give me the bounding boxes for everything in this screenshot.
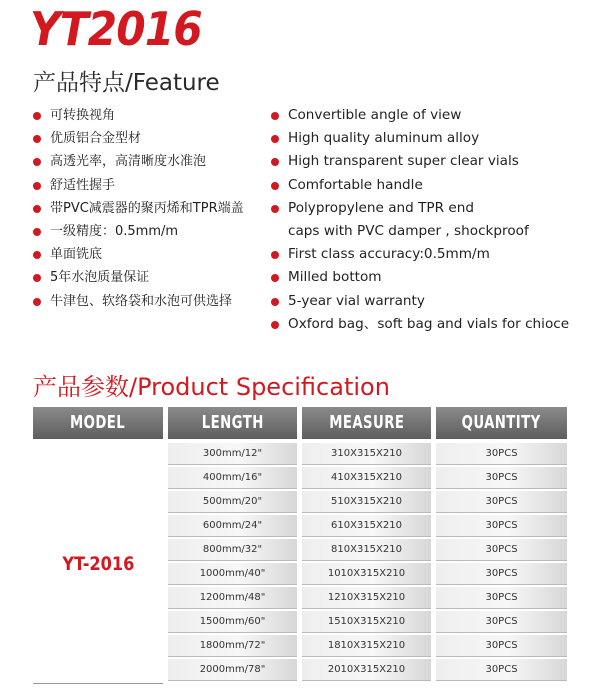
feature-item: [268, 197, 588, 220]
feature-item: [30, 266, 270, 289]
feature-text: Convertible angle of view: [288, 107, 462, 123]
feature-item: [30, 127, 270, 150]
measure-cell: 2010X315X210: [302, 659, 431, 681]
bullet-dot-icon: [33, 182, 41, 190]
quantity-cell: 30PCS: [436, 443, 567, 465]
feature-item: [30, 290, 270, 313]
feature-text: Oxford bag、soft bag and vials for chioce: [288, 315, 570, 332]
bullet-dot-icon: [271, 135, 279, 143]
feature-text: 牛津包、软络袋和水泡可供选择: [50, 293, 233, 309]
feature-item: [268, 150, 588, 173]
table-row: [168, 539, 567, 562]
feature-text: caps with PVC damper , shockproof: [288, 222, 529, 239]
table-row: [168, 635, 567, 658]
feature-text: 优质铝合金型材: [50, 131, 142, 147]
bullet-dot-icon: [271, 321, 279, 329]
measure-cell: 810X315X210: [302, 539, 431, 561]
quantity-cell: 30PCS: [436, 539, 567, 561]
bullet-dot-icon: [33, 158, 41, 166]
length-cell: 800mm/32": [168, 539, 297, 561]
bullet-dot-icon: [271, 112, 279, 120]
feature-text: 5-year vial warranty: [288, 292, 425, 309]
length-cell: 400mm/16": [168, 467, 297, 489]
table-row: [168, 659, 567, 682]
feature-text: 5年水泡质量保证: [50, 270, 150, 286]
header-measure: MEASURE: [302, 407, 431, 439]
table-row: [168, 443, 567, 466]
feature-item: [268, 266, 588, 289]
quantity-cell: 30PCS: [436, 491, 567, 513]
feature-text: 高透光率，高清晰度水准泡: [50, 154, 207, 170]
feature-list-en: [268, 104, 588, 336]
feature-item: [30, 197, 270, 220]
feature-item: [268, 243, 588, 266]
bullet-dot-icon: [33, 205, 41, 213]
measure-cell: 1510X315X210: [302, 611, 431, 633]
length-cell: 2000mm/78": [168, 659, 297, 681]
feature-text: 带PVC减震器的聚丙烯和TPR端盖: [50, 200, 244, 216]
quantity-cell: 30PCS: [436, 587, 567, 609]
measure-cell: 510X315X210: [302, 491, 431, 513]
feature-text: 单面铣底: [50, 247, 103, 263]
bullet-dot-icon: [271, 182, 279, 190]
table-row: [168, 611, 567, 634]
length-cell: 500mm/20": [168, 491, 297, 513]
measure-cell: 410X315X210: [302, 467, 431, 489]
quantity-cell: 30PCS: [436, 515, 567, 537]
measure-cell: 610X315X210: [302, 515, 431, 537]
model-label: YT-2016: [61, 553, 134, 575]
length-cell: 1800mm/72": [168, 635, 297, 657]
feature-text: First class accuracy:0.5mm/m: [288, 246, 490, 263]
bullet-dot-icon: [271, 298, 279, 306]
feature-list-cn: [30, 104, 270, 313]
spec-heading: 产品参数/Product Specification: [33, 373, 390, 401]
feature-text: 一级精度：0.5mm/m: [50, 223, 179, 239]
feature-heading: 产品特点/Feature: [33, 70, 220, 96]
bullet-dot-icon: [271, 274, 279, 282]
quantity-cell: 30PCS: [436, 635, 567, 657]
feature-text: High transparent super clear vials: [288, 153, 519, 170]
feature-item: [268, 174, 588, 197]
feature-item: [268, 104, 588, 127]
feature-text: Milled bottom: [288, 269, 382, 286]
feature-item: [268, 290, 588, 313]
product-title: YT2016: [30, 2, 202, 56]
bullet-dot-icon: [271, 205, 279, 213]
bullet-dot-icon: [33, 228, 41, 236]
quantity-cell: 30PCS: [436, 563, 567, 585]
bullet-dot-icon: [271, 158, 279, 166]
table-row: [168, 467, 567, 490]
bullet-dot-icon: [33, 135, 41, 143]
table-row: [168, 515, 567, 538]
table-header-row: [33, 407, 567, 439]
measure-cell: 1210X315X210: [302, 587, 431, 609]
header-quantity: QUANTITY: [436, 407, 567, 439]
header-length: LENGTH: [168, 407, 297, 439]
feature-text: Comfortable handle: [288, 176, 423, 193]
feature-text: High quality aluminum alloy: [288, 130, 480, 147]
feature-text: 舒适性握手: [50, 177, 116, 193]
bullet-dot-icon: [33, 251, 41, 259]
feature-item: [30, 220, 270, 243]
feature-item: [30, 104, 270, 127]
feature-item: [268, 220, 588, 243]
measure-cell: 1010X315X210: [302, 563, 431, 585]
bullet-dot-icon: [33, 112, 41, 120]
feature-item: [268, 313, 588, 336]
feature-item: [30, 150, 270, 173]
table-body: [33, 443, 567, 683]
measure-cell: 1810X315X210: [302, 635, 431, 657]
feature-item: [30, 174, 270, 197]
length-cell: 1500mm/60": [168, 611, 297, 633]
measure-cell: 310X315X210: [302, 443, 431, 465]
spec-table: [33, 407, 567, 675]
bullet-dot-icon: [33, 298, 41, 306]
quantity-cell: 30PCS: [436, 611, 567, 633]
feature-text: Polypropylene and TPR end: [288, 199, 474, 216]
table-row: [168, 587, 567, 610]
table-row: [168, 491, 567, 514]
quantity-cell: 30PCS: [436, 467, 567, 489]
length-cell: 1000mm/40": [168, 563, 297, 585]
bullet-dot-icon: [271, 251, 279, 259]
table-row: [168, 563, 567, 586]
feature-item: [268, 127, 588, 150]
model-cell: [33, 443, 163, 684]
header-model: MODEL: [33, 407, 163, 439]
length-cell: 600mm/24": [168, 515, 297, 537]
feature-text: 可转换视角: [50, 108, 116, 123]
bullet-dot-icon: [33, 274, 41, 282]
quantity-cell: 30PCS: [436, 659, 567, 681]
feature-item: [30, 243, 270, 266]
length-cell: 1200mm/48": [168, 587, 297, 609]
length-cell: 300mm/12": [168, 443, 297, 465]
